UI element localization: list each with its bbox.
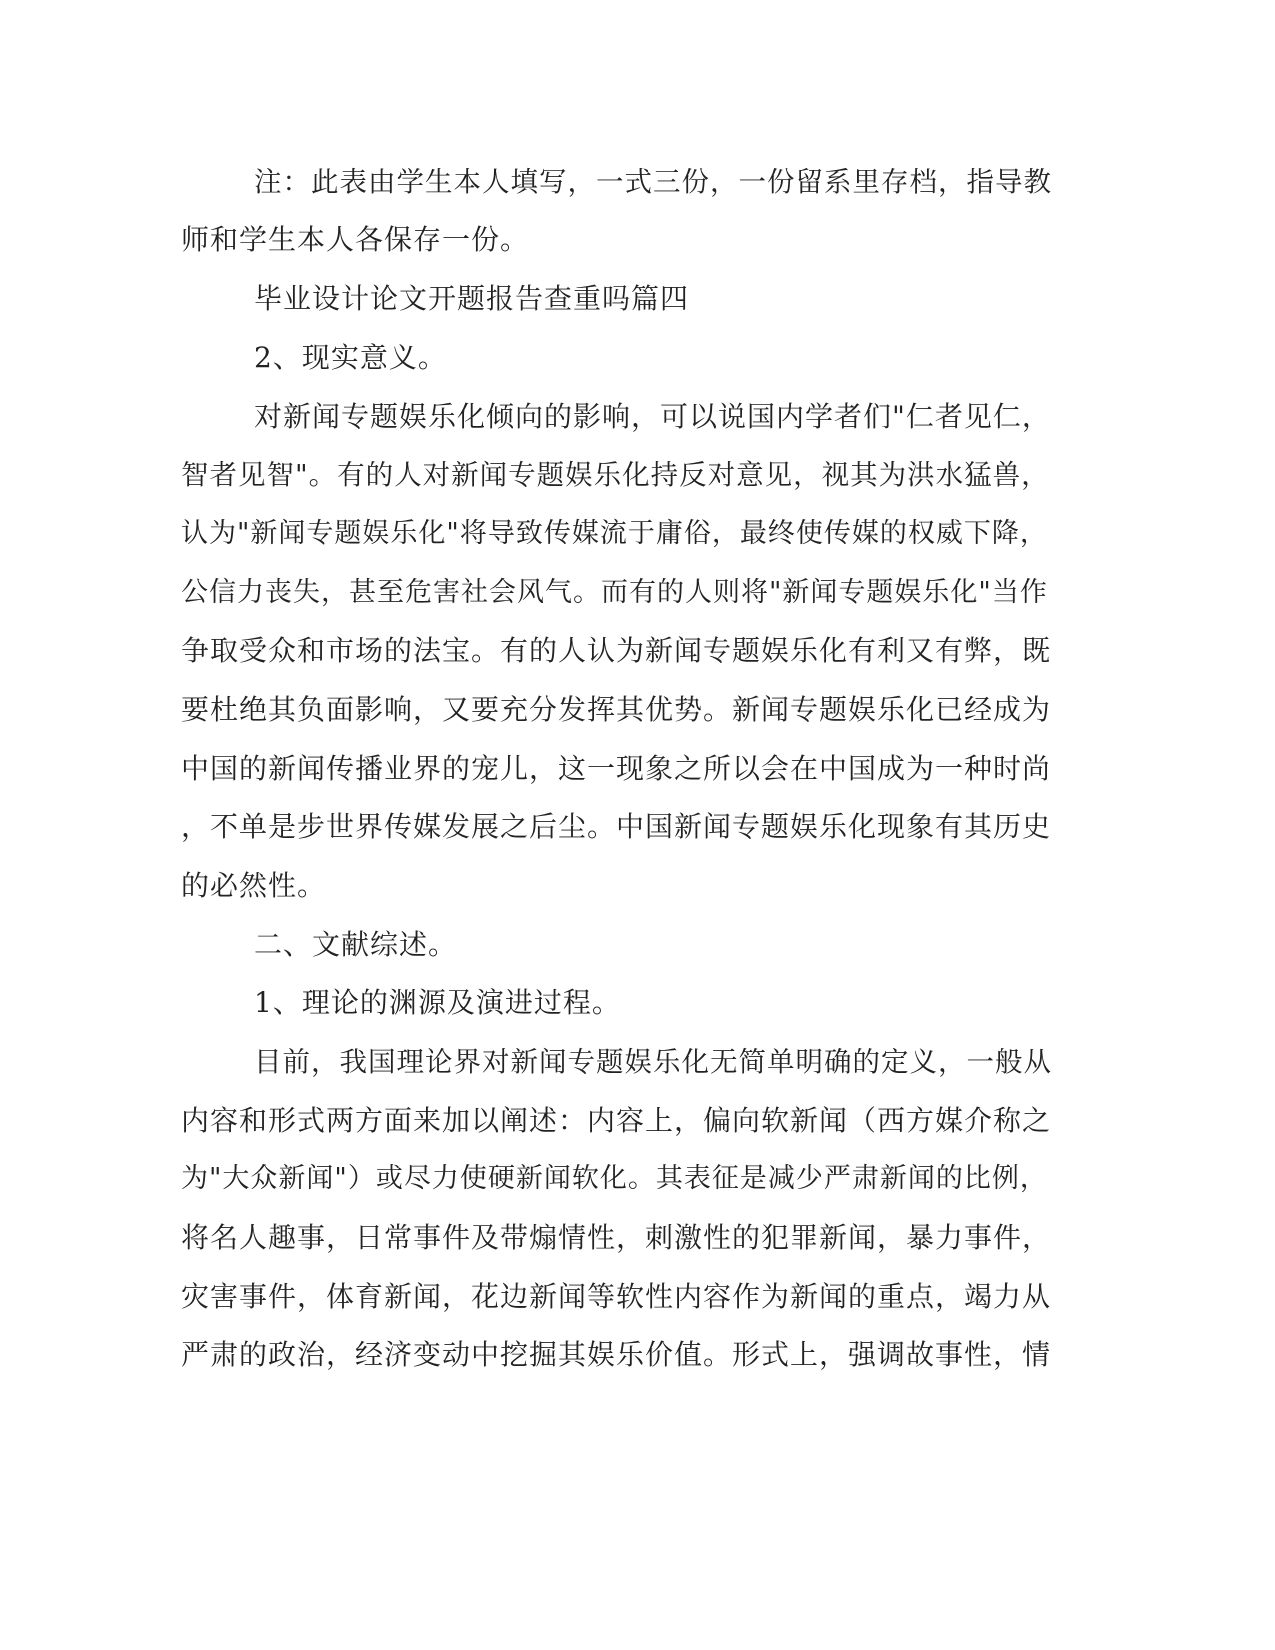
subsection-heading: 1、理论的渊源及演进过程。 [254,986,621,1019]
subsection-heading: 2、现实意义。 [254,341,447,374]
paragraph-line: 公信力丧失，甚至危害社会风气。而有的人则将"新闻专题娱乐化"当作 [181,577,1048,608]
paragraph-line: 的必然性。 [181,869,327,902]
paragraph-line: 为"大众新闻"）或尽力使硬新闻软化。其表征是减少严肃新闻的比例， [181,1163,1048,1194]
paragraph-line: 内容和形式两方面来加以阐述：内容上，偏向软新闻（西方媒介称之 [181,1104,1052,1137]
paragraph-line: 认为"新闻专题娱乐化"将导致传媒流于庸俗，最终使传媒的权威下降， [181,518,1048,549]
paragraph-line: 中国的新闻传播业界的宠儿，这一现象之所以会在中国成为一种时尚 [181,752,1052,785]
section-heading: 二、文献综述。 [254,928,458,961]
paragraph-line: 争取受众和市场的法宝。有的人认为新闻专题娱乐化有利又有弊，既 [181,634,1052,667]
paragraph-line: 灾害事件，体育新闻，花边新闻等软性内容作为新闻的重点，竭力从 [181,1280,1052,1313]
paragraph-line: ，不单是步世界传媒发展之后尘。中国新闻专题娱乐化现象有其历史 [181,810,1052,843]
paragraph-line: 师和学生本人各保存一份。 [181,223,530,256]
paragraph-line: 注：此表由学生本人填写，一式三份，一份留系里存档，指导教 [254,166,1052,198]
paragraph-line: 要杜绝其负面影响，又要充分发挥其优势。新闻专题娱乐化已经成为 [181,693,1052,726]
paragraph-line: 智者见智"。有的人对新闻专题娱乐化持反对意见，视其为洪水猛兽， [181,459,1050,491]
paragraph-line: 将名人趣事，日常事件及带煽情性，刺激性的犯罪新闻，暴力事件， [181,1221,1052,1254]
paragraph-line: 对新闻专题娱乐化倾向的影响，可以说国内学者们"仁者见仁， [254,400,1051,433]
section-heading: 毕业设计论文开题报告查重吗篇四 [254,282,690,315]
paragraph-line: 严肃的政治，经济变动中挖掘其娱乐价值。形式上，强调故事性，情 [181,1338,1052,1371]
paragraph-line: 目前，我国理论界对新闻专题娱乐化无简单明确的定义，一般从 [254,1046,1052,1078]
